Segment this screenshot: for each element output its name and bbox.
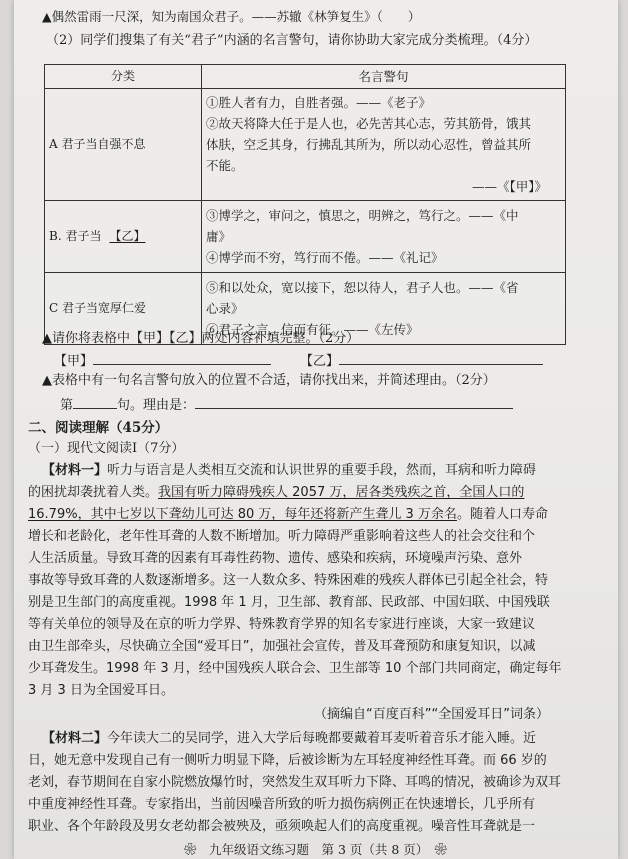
material-2-line: 日，她无意中发现自己有一侧听力明显下降，后被诊断为左耳轻度神经性耳聋。而 66 岁的 bbox=[28, 753, 547, 768]
material-2-line: 老刘，春节期间在自家小院燃放爆竹时，突然发生双耳听力下降、耳鸣的情况，被确诊为双耳 bbox=[28, 775, 562, 790]
answer-blank-yi[interactable] bbox=[339, 352, 543, 365]
material-1-line: 事故等导致耳聋的人数逐渐增多。这一人数众多、特殊困难的残疾人群体已引起全社会，特 bbox=[28, 573, 549, 588]
material-1-label: 【材料一】 bbox=[42, 463, 108, 478]
page-footer: ❀ 九年级语文练习题 第 3 页（共 8 页） ❀ bbox=[184, 842, 448, 857]
quote-line: ③博学之，审问之，慎思之，明辨之，笃行之。——《中 bbox=[206, 208, 519, 223]
quote-line: ①胜人者有力，自胜者强。——《老子》 bbox=[206, 95, 432, 110]
question-2-title: （2）同学们搜集了有关“君子”内涵的名言警句，请你协助大家完成分类梳理。（4分） bbox=[46, 33, 538, 48]
category-cell: A 君子当自强不息 bbox=[45, 89, 202, 201]
find-prefix: 第 bbox=[60, 398, 74, 413]
underlined-statistic: 每年还将新产生聋儿 3 万余名 bbox=[284, 507, 457, 522]
material-1-line: 等有关单位的领导及在京的听力学界、特殊教育学界的知名专家进行座谈，大家一致建议 bbox=[28, 617, 536, 632]
table-header: 名言警句 bbox=[202, 65, 566, 89]
quote-line: 体肤，空乏其身，行拂乱其所为，所以动心忍性，曾益其所 bbox=[206, 137, 532, 152]
section-2-title: 二、阅读理解（45分） bbox=[28, 420, 169, 436]
question-find: ▲表格中有一句名言警句放入的位置不合适，请你找出来，并简述理由。（2分） bbox=[42, 373, 496, 388]
label-yi: 【乙】 bbox=[300, 354, 340, 369]
exam-page bbox=[14, 0, 618, 859]
quotes-cell bbox=[202, 89, 566, 201]
material-1-line: 由卫生部牵头，尽快确立全国“爱耳日”，加强社会宣传，普及耳聋预防和康复知识，以减 bbox=[28, 639, 536, 654]
junzi-table bbox=[44, 64, 566, 345]
quote-line: ⑤和以处众，宽以接下，恕以待人，君子人也。——《省 bbox=[206, 280, 519, 295]
material-1-line: 16.79%，其中七岁以下聋幼儿可达 80 万，每年还将新产生聋儿 3 万余名。随着人口寿命 bbox=[28, 507, 548, 522]
table-row bbox=[45, 201, 566, 273]
quote-source-jia: ——《【甲】》 bbox=[471, 179, 547, 194]
answer-blank-number[interactable] bbox=[73, 396, 117, 409]
blank-yi[interactable]: 【乙】 bbox=[109, 229, 146, 243]
quote-line: ②故天将降大任于是人也，必先苦其心志，劳其筋骨，饿其 bbox=[206, 116, 532, 131]
answer-line-yi bbox=[300, 352, 543, 370]
label-jia: 【甲】 bbox=[54, 354, 94, 369]
quote-line: ④博学而不穷，笃行而不倦。——《礼记》 bbox=[206, 250, 444, 265]
answer-line-find bbox=[60, 396, 513, 414]
material-2-line: 【材料二】今年读大二的吴同学，进入大学后每晚都要戴着耳麦听着音乐才能入睡。近 bbox=[42, 731, 537, 746]
table-header-row bbox=[45, 65, 566, 89]
quote-line: 心录》 bbox=[206, 301, 244, 316]
underlined-statistic: 我国有听力障碍残疾人 2057 万，居各类残疾之首，全国人口的 bbox=[158, 485, 525, 500]
material-1-source: （摘编自“百度百科”“全国爱耳日”词条） bbox=[314, 707, 549, 722]
material-1-line: 的困扰却袭扰着人类。我国有听力障碍残疾人 2057 万，居各类残疾之首，全国人口的 bbox=[28, 485, 525, 500]
question-fill: ▲请你将表格中【甲】【乙】两处内容补填完整。（2分） bbox=[42, 331, 360, 346]
answer-blank-reason[interactable] bbox=[195, 396, 513, 409]
top-quote: ▲偶然雷雨一尺深，知为南国众君子。——苏辙《林笋复生》（ ） bbox=[42, 9, 421, 24]
material-1-line: 3 月 3 日为全国爱耳日。 bbox=[28, 683, 174, 698]
table-row bbox=[45, 89, 566, 201]
quote-line: ⑥君子之言，信而有征。——《左传》 bbox=[206, 322, 419, 337]
answer-blank-jia[interactable] bbox=[93, 352, 271, 365]
subsection-1-title: （一）现代文阅读Ⅰ（7分） bbox=[28, 441, 185, 456]
material-1-line: 【材料一】听力与语言是人类相互交流和认识世界的重要手段，然而，耳病和听力障碍 bbox=[42, 463, 537, 478]
quote-line: 不能。 bbox=[206, 158, 244, 173]
answer-line-jia bbox=[54, 352, 271, 370]
quote-line: 庸》 bbox=[206, 229, 232, 244]
material-2-label: 【材料二】 bbox=[42, 731, 108, 746]
material-2-line: 职业、各个年龄段及男女老幼都会被殃及，亟须唤起人们的高度重视。噪音性耳聋就是一 bbox=[28, 819, 536, 834]
material-1-line: 人生活质量。导致耳聋的因素有耳毒性药物、遗传、感染和疾病，环境噪声污染、意外 bbox=[28, 551, 523, 566]
table-header: 分类 bbox=[45, 65, 202, 89]
material-2-line: 中重度神经性耳聋。专家指出，当前因噪音所致的听力损伤病例正在快速增长，几乎所有 bbox=[28, 797, 536, 812]
category-cell: C 君子当宽厚仁爱 bbox=[45, 273, 202, 345]
material-1-line: 少耳聋发生。1998 年 3 月，经中国残疾人联合会、卫生部等 10 个部门共同商定，确定每年 bbox=[28, 661, 562, 676]
category-cell bbox=[45, 201, 202, 273]
category-b-prefix: B. 君子当 bbox=[49, 229, 102, 243]
material-1-line: 增长和老龄化，老年性耳聋的人数不断增加。听力障碍严重影响着这些人的社会交往和个 bbox=[28, 529, 536, 544]
material-1-line: 别是卫生部门的高度重视。1998 年 1 月，卫生部、教育部、民政部、中国妇联、中国残联 bbox=[28, 595, 550, 610]
quotes-cell bbox=[202, 201, 566, 273]
find-mid: 句。理由是： bbox=[117, 398, 196, 413]
